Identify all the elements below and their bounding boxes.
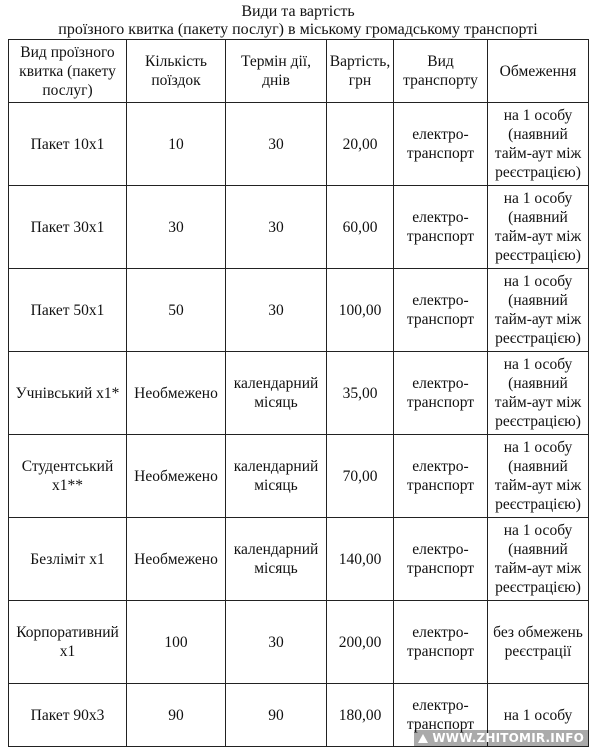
table-row <box>9 186 589 269</box>
table-row <box>9 352 589 435</box>
cell-restriction: на 1 особу (наявний тайм-аут між реєстрацією) <box>488 518 589 601</box>
cell-restriction: на 1 особу <box>488 684 589 747</box>
ticket-prices-table <box>8 39 589 747</box>
cell-price: 100,00 <box>327 269 394 352</box>
header-restriction: Обмеження <box>488 40 589 103</box>
header-trip-count: Кількість поїздок <box>127 40 226 103</box>
header-price: Вартість, грн <box>327 40 394 103</box>
cell-transport: електро-транспорт <box>394 103 488 186</box>
cell-restriction: без обмежень реєстрації <box>488 601 589 684</box>
cell-price: 35,00 <box>327 352 394 435</box>
cell-transport: електро-транспорт <box>394 601 488 684</box>
cell-transport: електро-транспорт <box>394 186 488 269</box>
cell-restriction: на 1 особу (наявний тайм-аут між реєстрацією) <box>488 186 589 269</box>
cell-price: 200,00 <box>327 601 394 684</box>
table-row <box>9 518 589 601</box>
cell-ticket-type: Учнівський х1* <box>9 352 127 435</box>
cell-price: 60,00 <box>327 186 394 269</box>
cell-ticket-type: Пакет 90х3 <box>9 684 127 747</box>
header-transport: Вид транспорту <box>394 40 488 103</box>
cell-transport: електро-транспорт <box>394 435 488 518</box>
table-row <box>9 269 589 352</box>
cell-validity: 30 <box>226 601 327 684</box>
cell-trip-count: 30 <box>127 186 226 269</box>
cell-ticket-type: Пакет 30х1 <box>9 186 127 269</box>
cell-trip-count: Необмежено <box>127 518 226 601</box>
header-ticket-type: Вид проїзного квитка (пакету послуг) <box>9 40 127 103</box>
cell-validity: 30 <box>226 103 327 186</box>
cell-validity: календарний місяць <box>226 435 327 518</box>
table-row <box>9 103 589 186</box>
header-validity: Термін дії, днів <box>226 40 327 103</box>
cell-transport: електро-транспорт <box>394 518 488 601</box>
cell-ticket-type: Безліміт х1 <box>9 518 127 601</box>
cell-price: 140,00 <box>327 518 394 601</box>
cell-price: 180,00 <box>327 684 394 747</box>
cell-ticket-type: Пакет 10х1 <box>9 103 127 186</box>
cell-restriction: на 1 особу (наявний тайм-аут між реєстрацією) <box>488 352 589 435</box>
watermark-logo-icon <box>418 734 428 743</box>
cell-price: 20,00 <box>327 103 394 186</box>
cell-trip-count: 50 <box>127 269 226 352</box>
cell-ticket-type: Пакет 50х1 <box>9 269 127 352</box>
cell-price: 70,00 <box>327 435 394 518</box>
page-subtitle: проїзного квитка (пакету послуг) в міському громадському транспорті <box>58 21 538 38</box>
cell-trip-count: 100 <box>127 601 226 684</box>
cell-transport: електро-транспорт <box>394 684 488 747</box>
watermark-text: WWW.ZHITOMIR.INFO <box>432 731 584 745</box>
cell-validity: 90 <box>226 684 327 747</box>
cell-ticket-type: Корпоративний х1 <box>9 601 127 684</box>
cell-restriction: на 1 особу (наявний тайм-аут між реєстрацією) <box>488 103 589 186</box>
cell-restriction: на 1 особу (наявний тайм-аут між реєстрацією) <box>488 269 589 352</box>
table-row <box>9 435 589 518</box>
cell-transport: електро-транспорт <box>394 269 488 352</box>
cell-validity: календарний місяць <box>226 518 327 601</box>
page-title: Види та вартість <box>241 3 355 20</box>
cell-trip-count: Необмежено <box>127 435 226 518</box>
table-header-row <box>9 40 589 103</box>
table-row <box>9 601 589 684</box>
cell-trip-count: 90 <box>127 684 226 747</box>
cell-restriction: на 1 особу (наявний тайм-аут між реєстрацією) <box>488 435 589 518</box>
site-watermark <box>414 730 588 746</box>
cell-ticket-type: Студентський х1** <box>9 435 127 518</box>
cell-transport: електро-транспорт <box>394 352 488 435</box>
cell-validity: 30 <box>226 186 327 269</box>
cell-trip-count: Необмежено <box>127 352 226 435</box>
cell-validity: 30 <box>226 269 327 352</box>
cell-validity: календарний місяць <box>226 352 327 435</box>
cell-trip-count: 10 <box>127 103 226 186</box>
